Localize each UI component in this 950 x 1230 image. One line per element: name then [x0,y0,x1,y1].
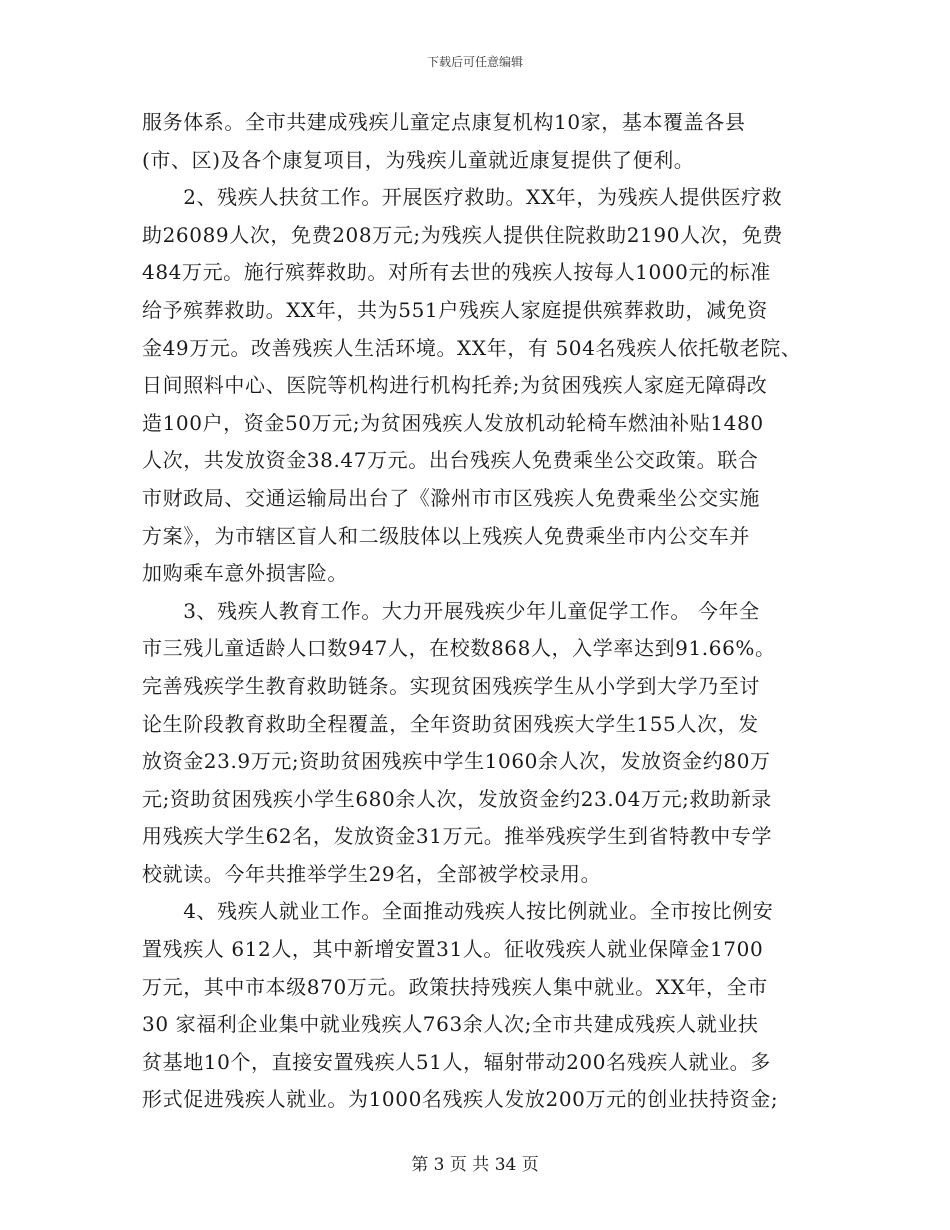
text-line: 484万元。施行殡葬救助。对所有去世的残疾人按每人1000元的标准 [142,260,771,285]
text-line: 贫基地10个，直接安置残疾人51人，辐射带动200名残疾人就业。多 [142,1049,771,1074]
text-line: 服务体系。全市共建成残疾儿童定点康复机构10家，基本覆盖各县 [142,110,746,134]
text-line: 万元，其中市本级870万元。政策扶持残疾人集中就业。XX年，全市 [142,974,768,999]
text-line: 日间照料中心、医院等机构进行机构托养;为贫困残疾人家庭无障碍改 [142,373,768,398]
text-line: 方案》，为市辖区盲人和二级肢体以上残疾人免费乘坐市内公交车并 [142,523,750,548]
text-line: 用残疾大学生62名，发放资金31万元。推举残疾学生到省特教中专学 [142,824,773,849]
text-line: 4、残疾人就业工作。全面推动残疾人按比例就业。全市按比例安 [142,899,774,924]
text-line: 给予殡葬救助。XX年，共为551户残疾人家庭提供殡葬救助，减免资 [142,297,768,322]
text-line: 校就读。今年共推举学生29名，全部被学校录用。 [142,861,602,886]
text-line: 加购乘车意外损害险。 [142,561,348,586]
text-line: 造100户，资金50万元;为贫困残疾人发放机动轮椅车燃油补贴1480 [142,410,764,435]
text-line: 30 家福利企业集中就业残疾人763余人次;全市共建成残疾人就业扶 [142,1012,759,1037]
text-line: 3、残疾人教育工作。大力开展残疾少年儿童促学工作。 今年全 [142,598,760,623]
text-line: 置残疾人 612人，其中新增安置31人。征收残疾人就业保障金1700 [142,937,764,962]
text-line: 人次，共发放资金38.47万元。出台残疾人免费乘坐公交政策。联合 [142,448,759,473]
text-line: 2、残疾人扶贫工作。开展医疗救助。XX年，为残疾人提供医疗救 [142,185,783,210]
text-line: 元;资助贫困残疾小学生680余人次，发放资金约23.04万元;救助新录 [142,786,772,811]
text-line: 完善残疾学生教育救助链条。实现贫困残疾学生从小学到大学乃至讨 [142,673,760,698]
text-line: 形式促进残疾人就业。为1000名残疾人发放200万元的创业扶持资金; [142,1087,779,1112]
text-line: 助26089人次，免费208万元;为残疾人提供住院救助2190人次，免费 [142,222,784,247]
text-line: 市财政局、交通运输局出台了《滁州市市区残疾人免费乘坐公交实施 [142,485,760,510]
text-line: 市三残儿童适龄人口数947人，在校数868人，入学率达到91.66%。 [142,636,776,661]
page-header-note: 下载后可任意编辑 [426,55,523,69]
text-line: 放资金23.9万元;资助贫困残疾中学生1060余人次，发放资金约80万 [142,749,771,774]
text-line: 论生阶段教育救助全程覆盖，全年资助贫困残疾大学生155人次，发 [142,711,759,736]
text-line: (市、区)及各个康复项目，为残疾儿童就近康复提供了便利。 [142,147,695,172]
page-number-footer: 第 3 页 共 34 页 [411,1155,539,1175]
text-line: 金49万元。改善残疾人生活环境。XX年，有 504名残疾人依托敬老院、 [142,335,802,360]
document-body [142,104,812,1119]
